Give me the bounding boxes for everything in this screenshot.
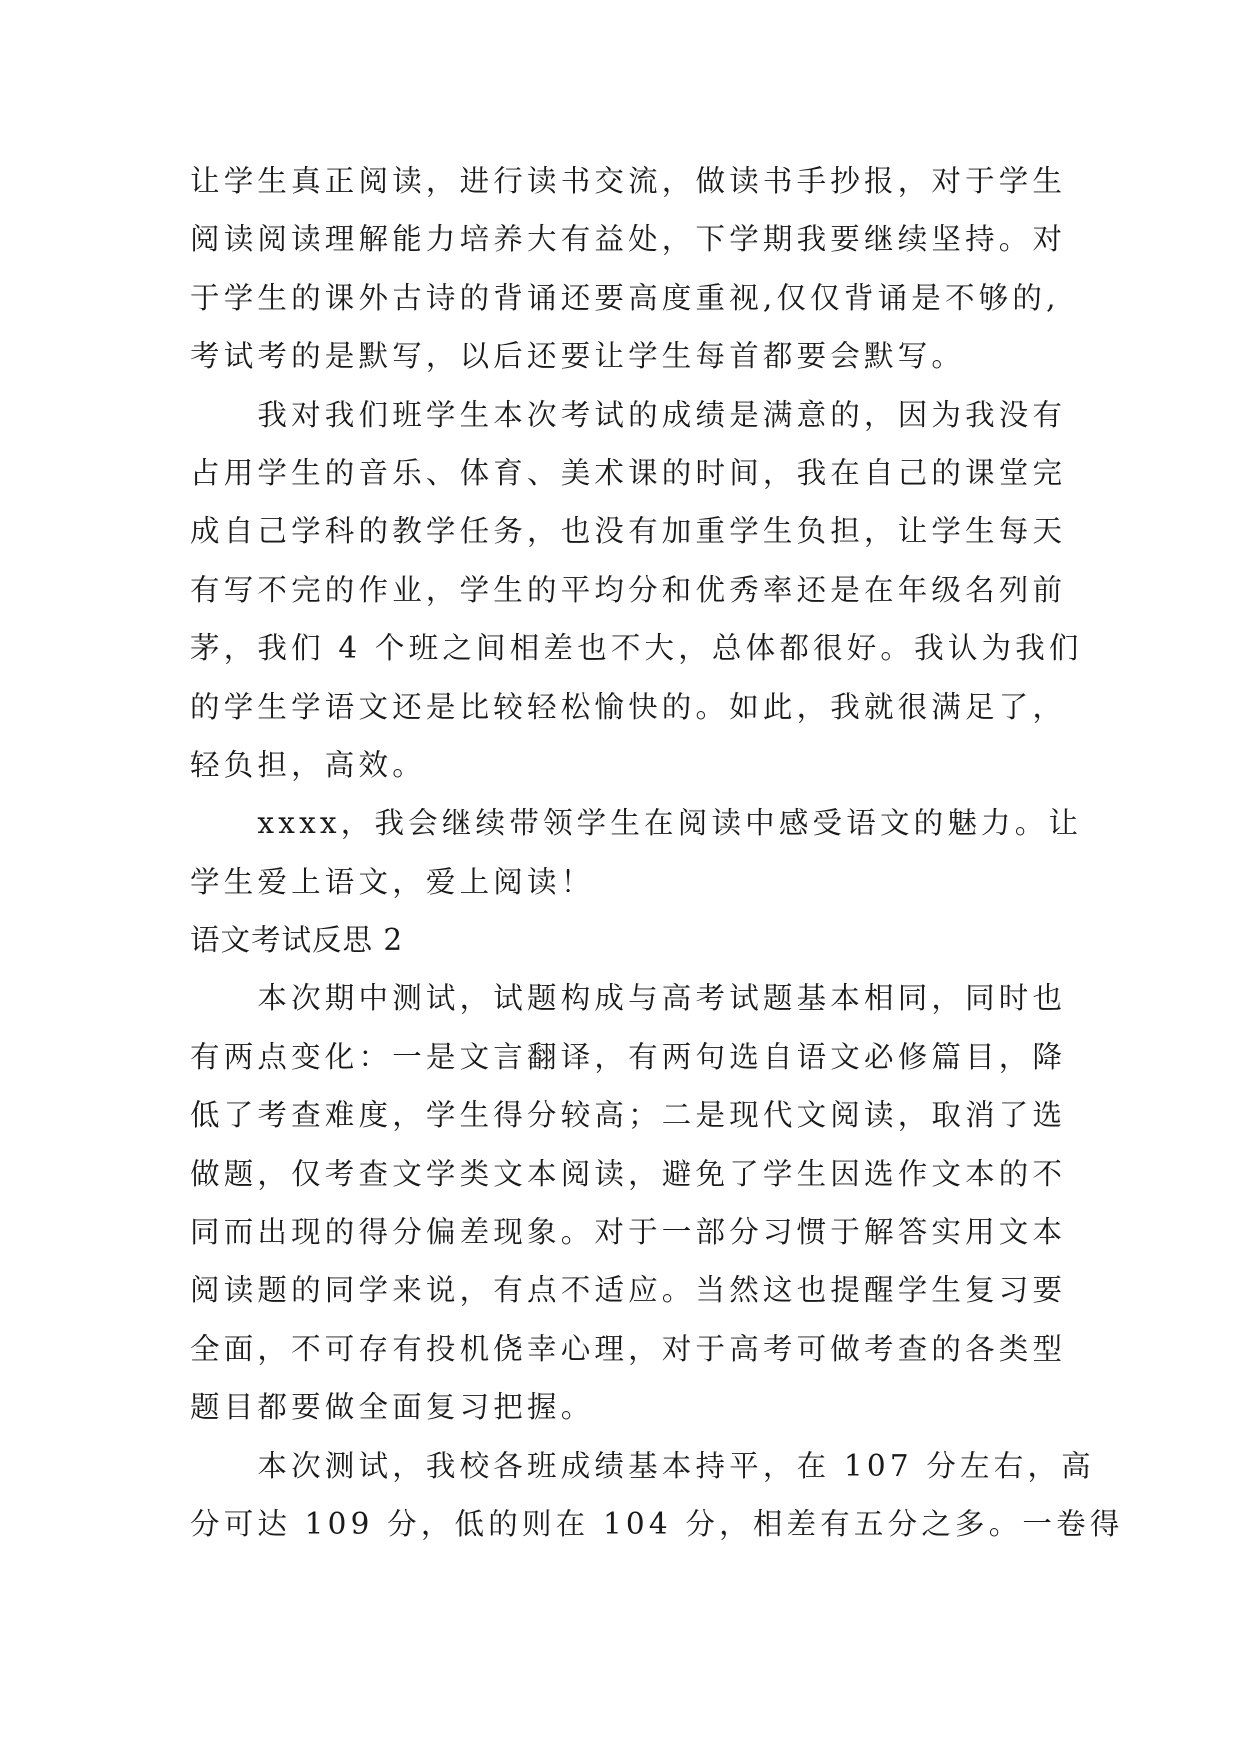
text-line: 茅，我们 4 个班之间相差也不大，总体都很好。我认为我们: [190, 631, 1083, 666]
text-line: xxxx，我会继续带领学生在阅读中感受语文的魅力。让: [190, 806, 1083, 841]
text-line: 做题，仅考查文学类文本阅读，避免了学生因选作文本的不: [190, 1156, 1067, 1191]
section-heading: 语文考试反思 2: [190, 923, 404, 958]
text-line: 让学生真正阅读，进行读书交流，做读书手抄报，对于学生: [190, 164, 1067, 198]
text-line: 阅读阅读理解能力培养大有益处，下学期我要继续坚持。对: [190, 222, 1067, 257]
text-line: 题目都要做全面复习把握。: [190, 1390, 595, 1425]
text-line: 本次测试，我校各班成绩基本持平，在 107 分左右，高: [190, 1448, 1095, 1483]
text-line: 阅读题的同学来说，有点不适应。当然这也提醒学生复习要: [190, 1273, 1067, 1308]
text-line: 成自己学科的教学任务，也没有加重学生负担，让学生每天: [190, 514, 1067, 549]
text-line: 学生爱上语文，爱上阅读！: [190, 864, 595, 899]
text-line: 有写不完的作业，学生的平均分和优秀率还是在年级名列前: [190, 572, 1067, 607]
text-line: 本次期中测试，试题构成与高考试题基本相同，同时也: [190, 981, 1067, 1016]
text-line: 轻负担，高效。: [190, 747, 426, 782]
text-line: 低了考查难度，学生得分较高；二是现代文阅读，取消了选: [190, 1098, 1067, 1133]
text-line: 占用学生的音乐、体育、美术课的时间，我在自己的课堂完: [190, 455, 1067, 490]
text-line: 于学生的课外古诗的背诵还要高度重视,仅仅背诵是不够的,: [190, 280, 1060, 315]
text-line: 我对我们班学生本次考试的成绩是满意的，因为我没有: [190, 397, 1067, 432]
text-line: 全面，不可存有投机侥幸心理，对于高考可做考查的各类型: [190, 1331, 1067, 1366]
document-body: [190, 162, 1124, 1563]
text-line: 分可达 109 分，低的则在 104 分，相差有五分之多。一卷得: [190, 1506, 1124, 1541]
text-line: 有两点变化：一是文言翻译，有两句选自语文必修篇目，降: [190, 1039, 1067, 1074]
text-line: 的学生学语文还是比较轻松愉快的。如此，我就很满足了，: [190, 689, 1067, 724]
text-line: 同而出现的得分偏差现象。对于一部分习惯于解答实用文本: [190, 1215, 1067, 1250]
text-line: 考试考的是默写，以后还要让学生每首都要会默写。: [190, 339, 966, 374]
